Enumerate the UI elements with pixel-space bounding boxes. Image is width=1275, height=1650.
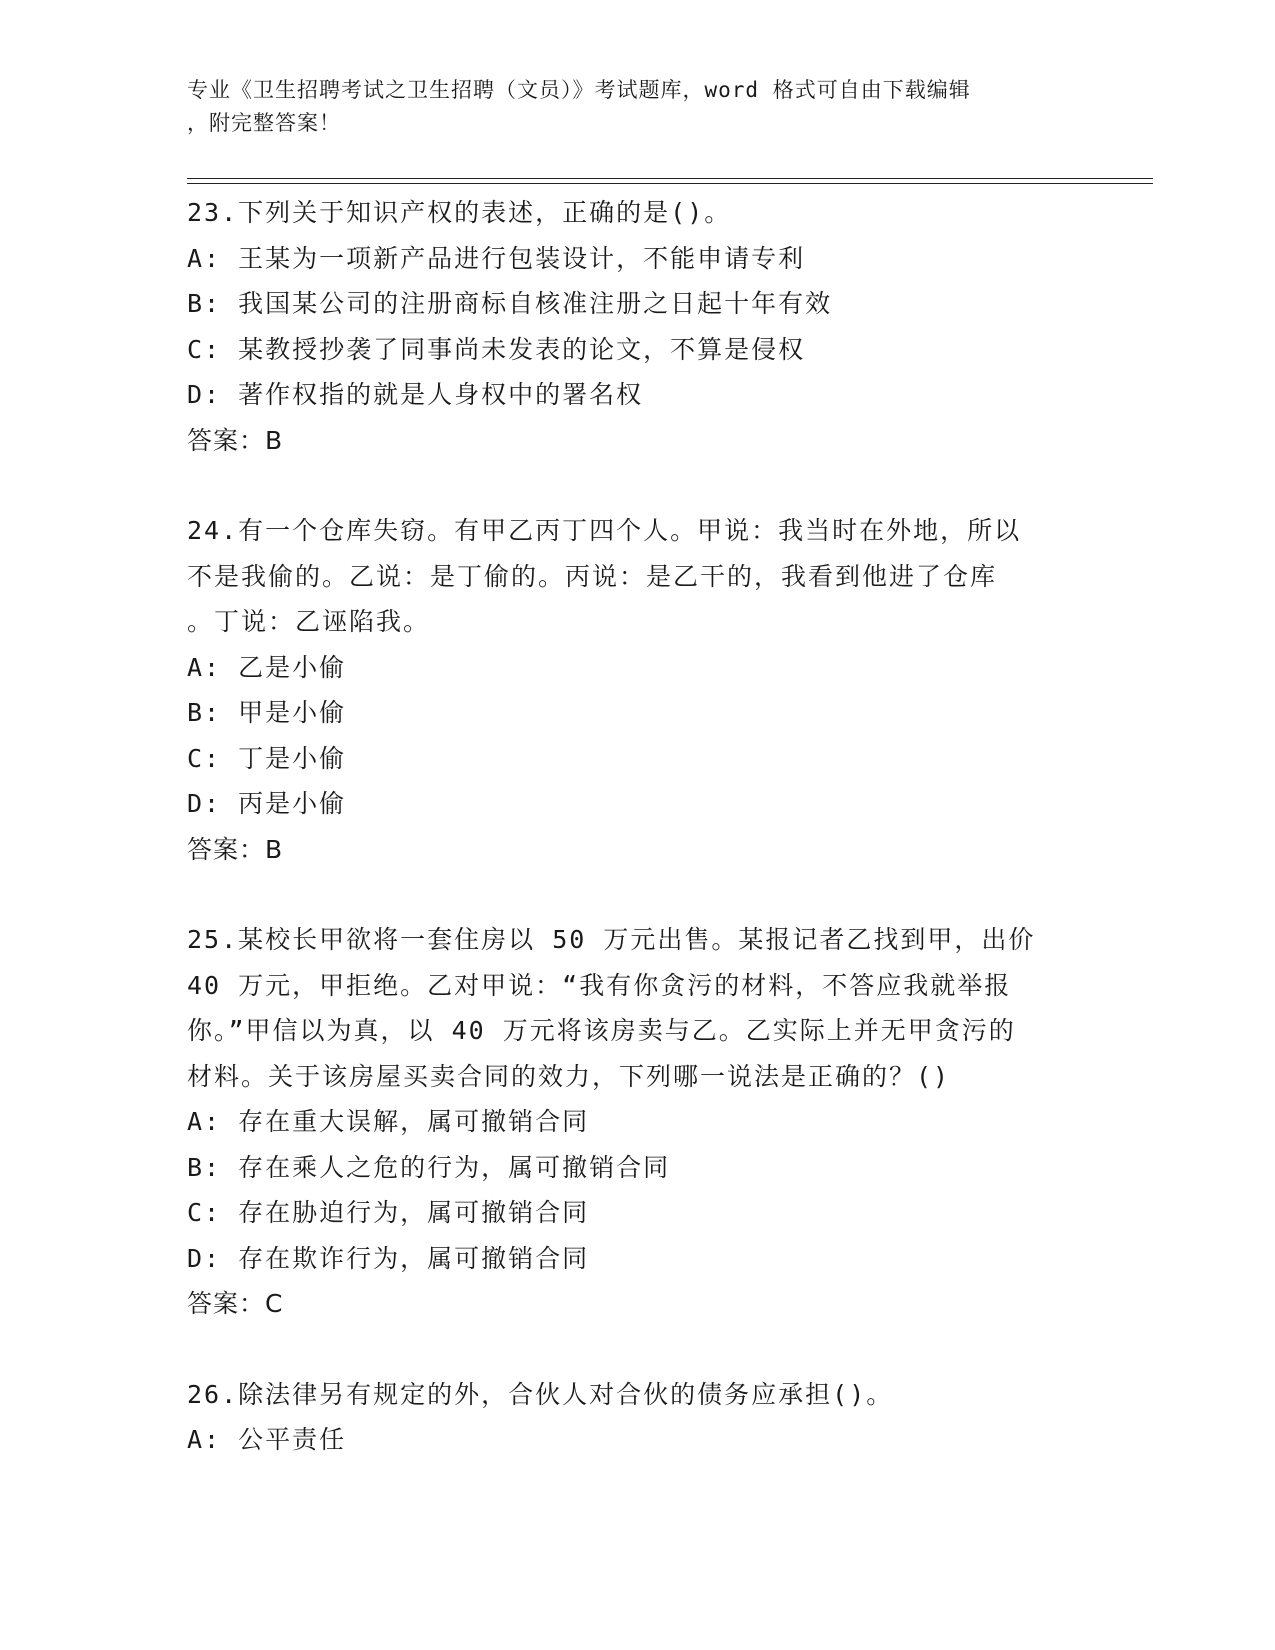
option-d: D: 著作权指的就是人身权中的署名权 (187, 380, 644, 409)
option-a: A: 公平责任 (187, 1425, 347, 1454)
document-header (187, 74, 1067, 140)
option-a: A: 存在重大误解，属可撤销合同 (187, 1107, 590, 1136)
question-stem: 24.有一个仓库失窃。有甲乙丙丁四个人。甲说：我当时在外地，所以 (187, 516, 1022, 545)
answer: 答案：C (187, 1289, 284, 1318)
option-d: D: 存在欺诈行为，属可撤销合同 (187, 1243, 590, 1273)
question-stem: 40 万元，甲拒绝。乙对甲说：“我有你贪污的材料，不答应我就举报 (187, 970, 1012, 1000)
answer: 答案：B (187, 425, 284, 455)
option-b: B: 我国某公司的注册商标自核准注册之日起十年有效 (187, 289, 833, 318)
header-divider-top (187, 178, 1153, 179)
question-25 (187, 917, 1087, 1327)
option-b: B: 存在乘人之危的行为，属可撤销合同 (187, 1152, 671, 1182)
header-line-2: ，附完整答案！ (187, 111, 341, 135)
option-a: A: 乙是小偷 (187, 652, 347, 682)
answer: 答案：B (187, 834, 284, 864)
option-d: D: 丙是小偷 (187, 789, 347, 818)
question-stem: 。丁说：乙诬陷我。 (187, 607, 431, 636)
option-b: B: 甲是小偷 (187, 698, 347, 727)
option-c: C: 某教授抄袭了同事尚未发表的论文，不算是侵权 (187, 334, 806, 364)
question-23 (187, 190, 1087, 463)
header-line-1: 专业《卫生招聘考试之卫生招聘（文员）》考试题库，word 格式可自由下载编辑 (187, 78, 971, 102)
question-list (187, 190, 1087, 1508)
header-divider-bottom (187, 183, 1153, 184)
question-stem: 23.下列关于知识产权的表述，正确的是()。 (187, 198, 732, 227)
question-stem: 不是我偷的。乙说：是丁偷的。丙说：是乙干的，我看到他进了仓库 (187, 561, 998, 591)
question-24 (187, 508, 1087, 872)
question-stem: 材料。关于该房屋买卖合同的效力，下列哪一说法是正确的？() (187, 1061, 951, 1091)
option-a: A: 王某为一项新产品进行包装设计，不能申请专利 (187, 243, 806, 273)
option-c: C: 存在胁迫行为，属可撤销合同 (187, 1198, 590, 1227)
question-stem: 25.某校长甲欲将一套住房以 50 万元出售。某报记者乙找到甲，出价 (187, 925, 1036, 954)
question-stem: 26.除法律另有规定的外，合伙人对合伙的债务应承担()。 (187, 1379, 894, 1409)
option-c: C: 丁是小偷 (187, 743, 347, 773)
question-stem: 你。”甲信以为真，以 40 万元将该房卖与乙。乙实际上并无甲贪污的 (187, 1016, 1016, 1045)
question-26 (187, 1372, 1087, 1463)
